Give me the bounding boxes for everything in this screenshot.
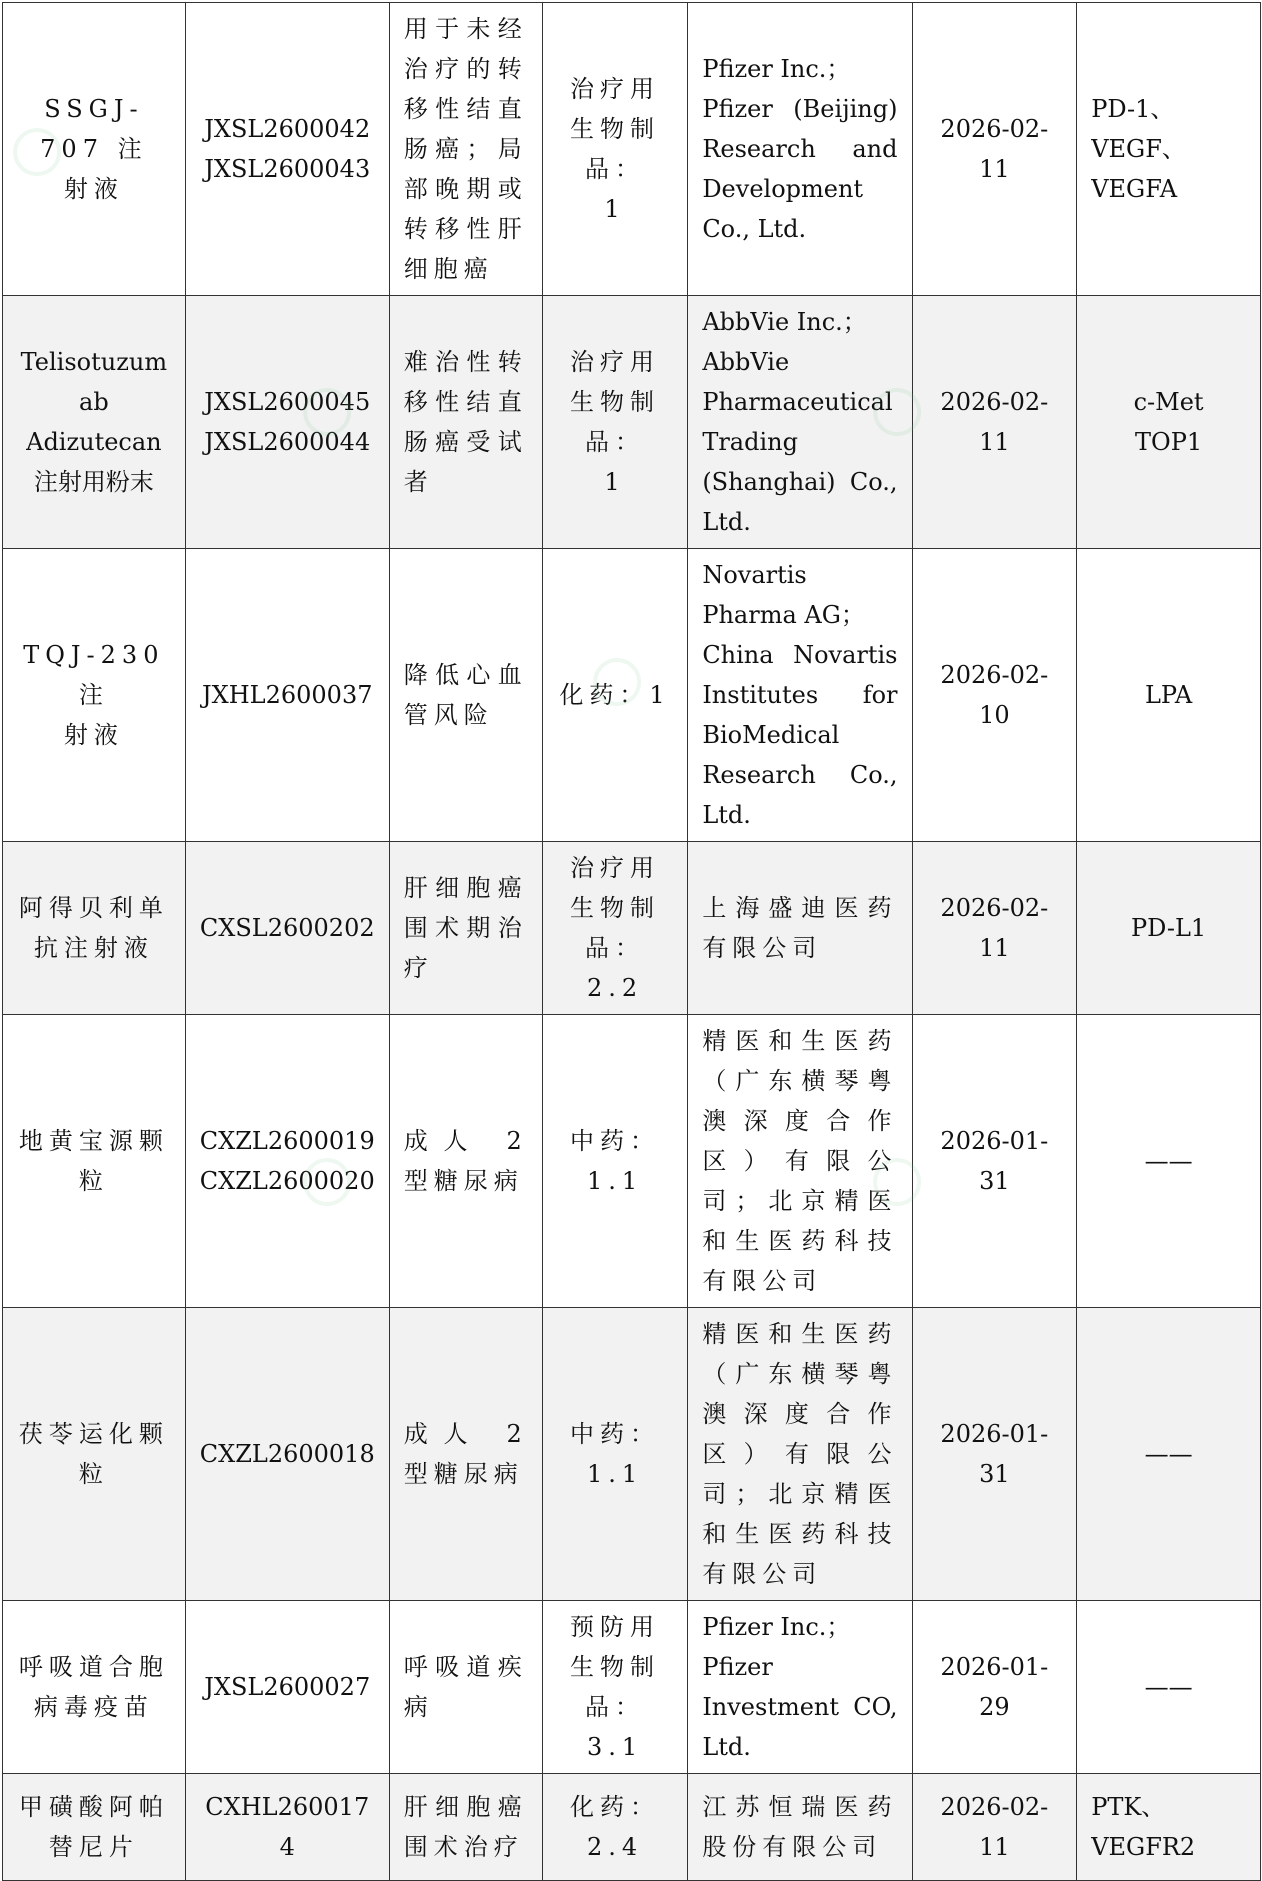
table-row <box>3 549 1261 842</box>
target-cell: PTK、 VEGFR2 <box>1077 1774 1261 1881</box>
company-cell: AbbVie Inc.； AbbVie Pharmaceutical Trading (Shanghai) Co., Ltd. <box>688 296 912 549</box>
indication-cell: 成人 2 型糖尿病 <box>389 1015 542 1308</box>
drug-name-cell: 地黄宝源颗粒 <box>3 1015 186 1308</box>
drug-name-cell: 甲磺酸阿帕替尼片 <box>3 1774 186 1881</box>
acceptance-code-cell: CXSL2600202 <box>185 842 389 1015</box>
indication-cell: 降低心血管风险 <box>389 549 542 842</box>
target-cell: —— <box>1077 1308 1261 1601</box>
acceptance-code-cell: JXSL2600042 JXSL2600043 <box>185 3 389 296</box>
date-cell: 2026-01-31 <box>912 1015 1077 1308</box>
category-cell: 中药：1.1 <box>542 1015 688 1308</box>
category-cell: 治疗用生物制品： 2.2 <box>542 842 688 1015</box>
category-cell: 预防用生物制品： 3.1 <box>542 1601 688 1774</box>
company-cell: Pfizer Inc.； Pfizer (Beijing) Research and Development Co., Ltd. <box>688 3 912 296</box>
company-cell: 江苏恒瑞医药股份有限公司 <box>688 1774 912 1881</box>
acceptance-code-cell: JXSL2600027 <box>185 1601 389 1774</box>
table-row <box>3 842 1261 1015</box>
table-row <box>3 1015 1261 1308</box>
drug-name-cell: Telisotuzumab Adizutecan 注射用粉末 <box>3 296 186 549</box>
target-cell: c-Met TOP1 <box>1077 296 1261 549</box>
table-row <box>3 296 1261 549</box>
drug-name-cell: TQJ-230 注 射液 <box>3 549 186 842</box>
acceptance-code-cell: CXZL2600018 <box>185 1308 389 1601</box>
table-row <box>3 1601 1261 1774</box>
acceptance-code-cell: JXHL2600037 <box>185 549 389 842</box>
category-cell: 治疗用生物制品： 1 <box>542 296 688 549</box>
indication-cell: 呼吸道疾病 <box>389 1601 542 1774</box>
company-cell: 上海盛迪医药有限公司 <box>688 842 912 1015</box>
date-cell: 2026-02-11 <box>912 842 1077 1015</box>
drug-name-cell: 茯苓运化颗粒 <box>3 1308 186 1601</box>
target-cell: —— <box>1077 1015 1261 1308</box>
company-cell: Pfizer Inc.； Pfizer Investment CO, Ltd. <box>688 1601 912 1774</box>
category-cell: 化药：1 <box>542 549 688 842</box>
date-cell: 2026-01-31 <box>912 1308 1077 1601</box>
date-cell: 2026-02-11 <box>912 3 1077 296</box>
table-row <box>3 1774 1261 1881</box>
company-cell: Novartis Pharma AG； China Novartis Institutes for BioMedical Research Co., Ltd. <box>688 549 912 842</box>
table-row <box>3 3 1261 296</box>
drug-name-cell: SSGJ-707 注 射液 <box>3 3 186 296</box>
indication-cell: 用于未经治疗的转移性结直肠癌；局部晚期或转移性肝细胞癌 <box>389 3 542 296</box>
indication-cell: 难治性转移性结直肠癌受试者 <box>389 296 542 549</box>
category-cell: 中药：1.1 <box>542 1308 688 1601</box>
indication-cell: 肝细胞癌围术期治疗 <box>389 842 542 1015</box>
date-cell: 2026-02-10 <box>912 549 1077 842</box>
company-cell: 精医和生医药（广东横琴粤澳深度合作区）有限公司；北京精医和生医药科技有限公司 <box>688 1015 912 1308</box>
target-cell: —— <box>1077 1601 1261 1774</box>
date-cell: 2026-02-11 <box>912 1774 1077 1881</box>
acceptance-code-cell: JXSL2600045 JXSL2600044 <box>185 296 389 549</box>
table-row <box>3 1308 1261 1601</box>
category-cell: 化药：2.4 <box>542 1774 688 1881</box>
target-cell: LPA <box>1077 549 1261 842</box>
acceptance-code-cell: CXZL2600019 CXZL2600020 <box>185 1015 389 1308</box>
target-cell: PD-1、 VEGF、 VEGFA <box>1077 3 1261 296</box>
category-cell: 治疗用生物制品： 1 <box>542 3 688 296</box>
drug-name-cell: 阿得贝利单抗注射液 <box>3 842 186 1015</box>
date-cell: 2026-01-29 <box>912 1601 1077 1774</box>
company-cell: 精医和生医药（广东横琴粤澳深度合作区）有限公司；北京精医和生医药科技有限公司 <box>688 1308 912 1601</box>
indication-cell: 成人 2 型糖尿病 <box>389 1308 542 1601</box>
indication-cell: 肝细胞癌围术治疗 <box>389 1774 542 1881</box>
drug-name-cell: 呼吸道合胞病毒疫苗 <box>3 1601 186 1774</box>
date-cell: 2026-02-11 <box>912 296 1077 549</box>
target-cell: PD-L1 <box>1077 842 1261 1015</box>
drug-registration-table <box>2 2 1261 1881</box>
acceptance-code-cell: CXHL2600174 <box>185 1774 389 1881</box>
